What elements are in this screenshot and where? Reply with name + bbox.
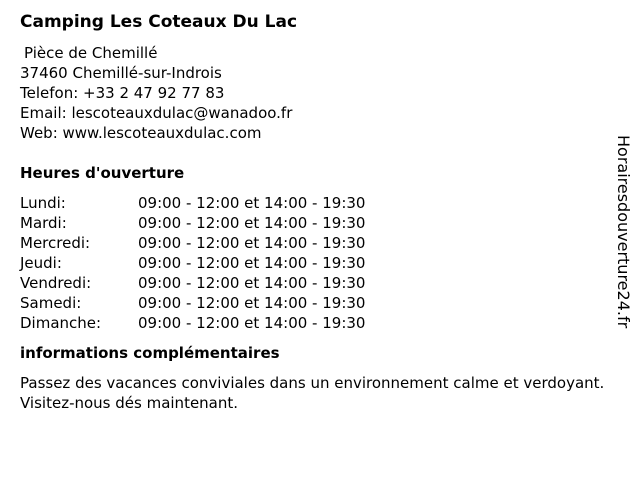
- day-label: Mardi:: [20, 214, 67, 232]
- time-range: 09:00 - 12:00 et 14:00 - 19:30: [138, 194, 366, 212]
- day-label: Mercredi:: [20, 234, 91, 252]
- day-label: Jeudi:: [20, 254, 62, 272]
- business-name: Camping Les Coteaux Du Lac: [20, 12, 298, 32]
- hours-row-tuesday: [20, 213, 615, 233]
- business-card: [20, 10, 615, 413]
- hours-row-saturday: [20, 293, 615, 313]
- day-label: Lundi:: [20, 194, 66, 212]
- time-range: 09:00 - 12:00 et 14:00 - 19:30: [138, 234, 366, 252]
- hours-row-monday: [20, 193, 615, 213]
- hours-row-friday: [20, 273, 615, 293]
- time-range: 09:00 - 12:00 et 14:00 - 19:30: [138, 294, 366, 312]
- time-range: 09:00 - 12:00 et 14:00 - 19:30: [138, 254, 366, 272]
- opening-hours-title: Heures d'ouverture: [20, 164, 185, 182]
- hours-row-wednesday: [20, 233, 615, 253]
- phone-number[interactable]: Telefon: +33 2 47 92 77 83: [20, 84, 225, 102]
- day-label: Vendredi:: [20, 274, 92, 292]
- email-address[interactable]: Email: lescoteauxdulac@wanadoo.fr: [20, 104, 293, 122]
- day-label: Dimanche:: [20, 314, 102, 332]
- day-label: Samedi:: [20, 294, 82, 312]
- opening-hours-table: [20, 193, 615, 333]
- hours-row-thursday: [20, 253, 615, 273]
- site-watermark: Horairesdouverture24.fr: [614, 135, 633, 329]
- time-range: 09:00 - 12:00 et 14:00 - 19:30: [138, 274, 366, 292]
- website-link[interactable]: Web: www.lescoteauxdulac.com: [20, 124, 262, 142]
- time-range: 09:00 - 12:00 et 14:00 - 19:30: [138, 214, 366, 232]
- city-address: 37460 Chemillé-sur-Indrois: [20, 64, 222, 82]
- hours-row-sunday: [20, 313, 615, 333]
- contact-block: [20, 43, 615, 143]
- additional-info-text: Passez des vacances conviviales dans un environnement calme et verdoyant. Visitez-nous dés maintenant.: [20, 374, 605, 412]
- street-address: Pièce de Chemillé: [24, 44, 158, 62]
- time-range: 09:00 - 12:00 et 14:00 - 19:30: [138, 314, 366, 332]
- additional-info-title: informations complémentaires: [20, 344, 280, 362]
